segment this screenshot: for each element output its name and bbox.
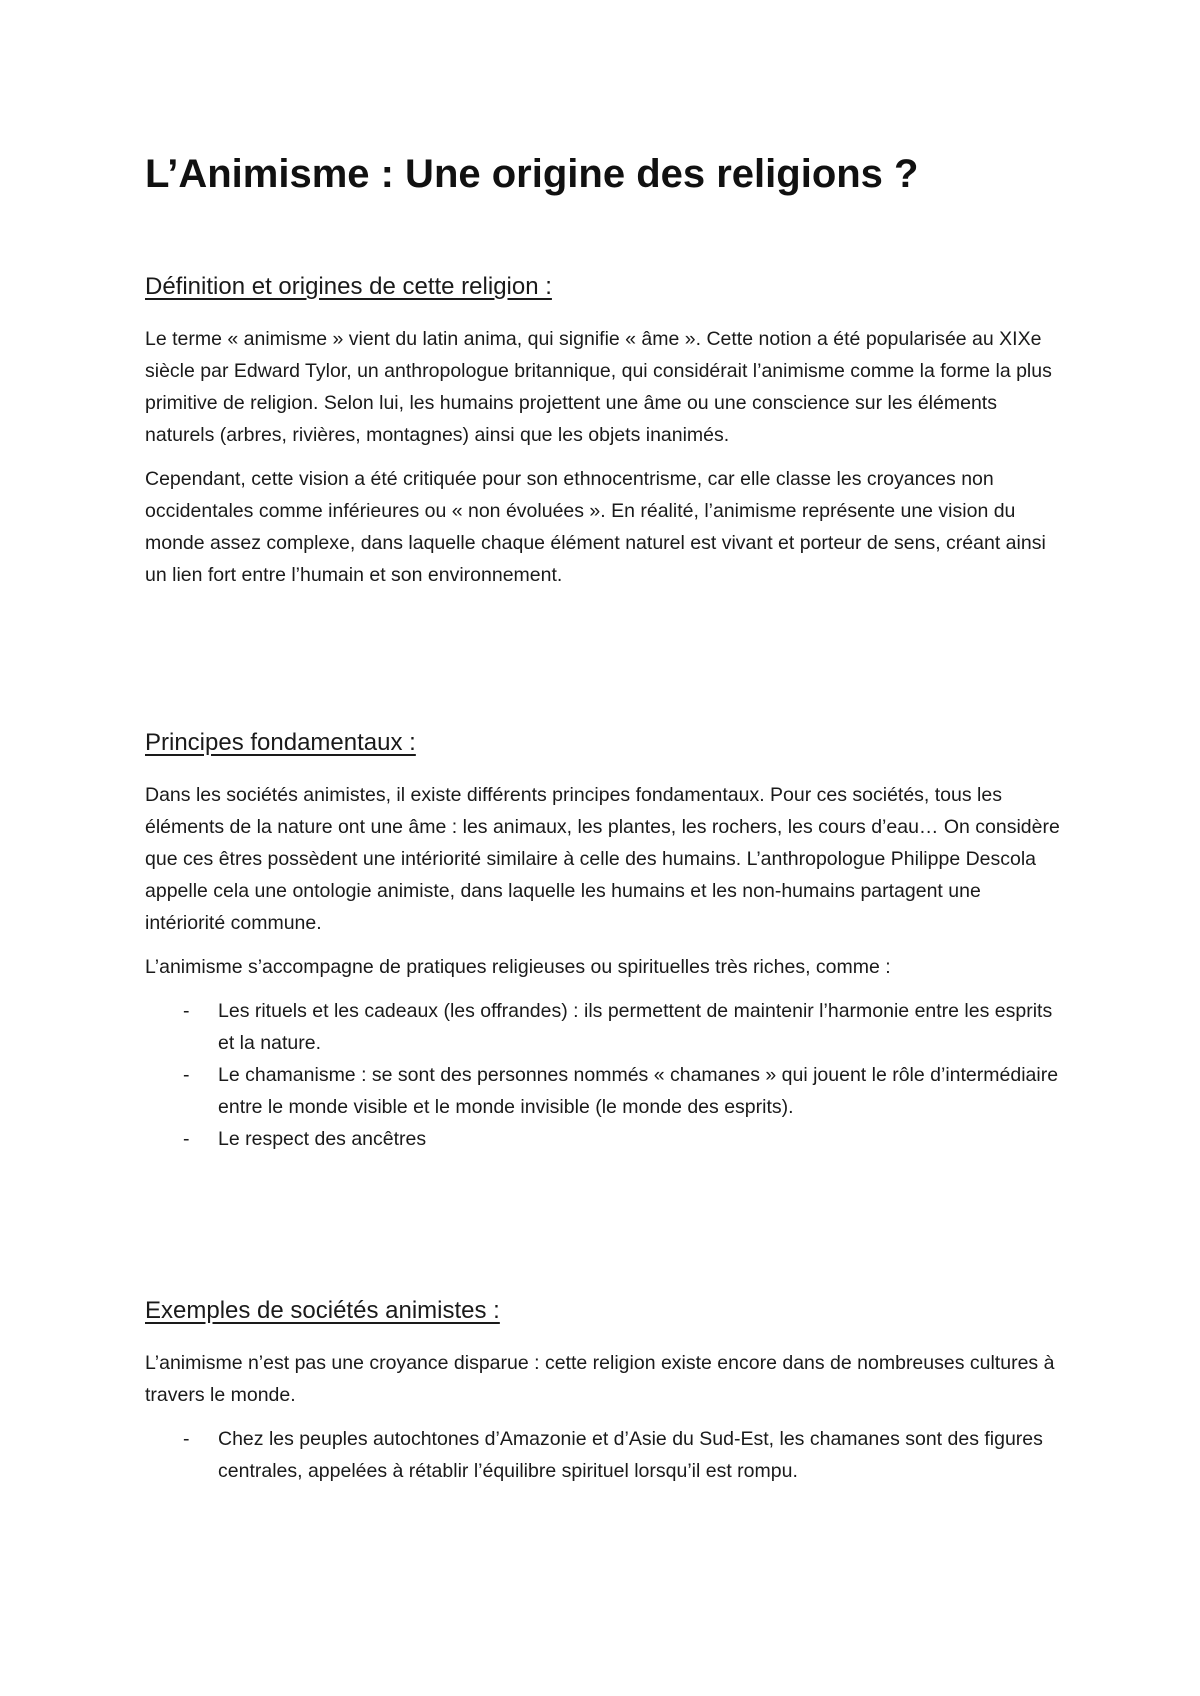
list-item-text: Chez les peuples autochtones d’Amazonie et d’Asie du Sud-Est, les chamanes sont des figures centrales, appelées à rétablir l’équilibre spirituel lorsqu’il est rompu. [218,1428,1043,1482]
dash-bullet-icon: - [183,1128,190,1150]
list-item [145,1423,1065,1487]
paragraph: L’animisme s’accompagne de pratiques religieuses ou spirituelles très riches, comme : [145,956,891,978]
list-item [145,995,1065,1059]
bullet-list [145,995,1065,1155]
paragraph: L’animisme n’est pas une croyance disparue : cette religion existe encore dans de nombreuses cultures à travers le monde. [145,1352,1055,1406]
list-item [145,1123,1065,1155]
dash-bullet-icon: - [183,1064,190,1086]
section-definition [145,271,1065,591]
paragraph: Cependant, cette vision a été critiquée pour son ethnocentrisme, car elle classe les croyances non occidentales comme inférieures ou « non évoluées ». En réalité, l’animisme représente une vision du monde assez complexe, dans laquelle chaque élément naturel est vivant et porteur de sens, créant ainsi un lien fort entre l’humain et son environnement. [145,468,1046,586]
document-title: L’Animisme : Une origine des religions ? [145,152,919,196]
paragraph: Dans les sociétés animistes, il existe différents principes fondamentaux. Pour ces sociétés, tous les éléments de la nature ont une âme : les animaux, les plantes, les rochers, les cours d’eau… On considère que ces êtres possèdent une intériorité similaire à celle des humains. L’anthropologue Philippe Descola appelle cela une ontologie animiste, dans laquelle les humains et les non-humains partagent une intériorité commune. [145,784,1060,934]
paragraph: Le terme « animisme » vient du latin anima, qui signifie « âme ». Cette notion a été popularisée au XIXe siècle par Edward Tylor, un anthropologue britannique, qui considérait l’animisme comme la forme la plus primitive de religion. Selon lui, les humains projettent une âme ou une conscience sur les éléments naturels (arbres, rivières, montagnes) ainsi que les objets inanimés. [145,328,1052,446]
dash-bullet-icon: - [183,1000,190,1022]
section-heading: Principes fondamentaux : [145,729,416,756]
list-item-text: Le respect des ancêtres [218,1128,427,1150]
section-heading: Exemples de sociétés animistes : [145,1297,500,1324]
list-item-text: Les rituels et les cadeaux (les offrandes) : ils permettent de maintenir l’harmonie entre les esprits et la nature. [218,1000,1053,1054]
section-heading: Définition et origines de cette religion : [145,273,552,300]
bullet-list [145,1423,1065,1487]
dash-bullet-icon: - [183,1428,190,1450]
section-exemples [145,1295,1065,1487]
section-principes [145,727,1065,1155]
list-item-text: Le chamanisme : se sont des personnes nommés « chamanes » qui jouent le rôle d’intermédiaire entre le monde visible et le monde invisible (le monde des esprits). [218,1064,1059,1118]
list-item [145,1059,1065,1123]
